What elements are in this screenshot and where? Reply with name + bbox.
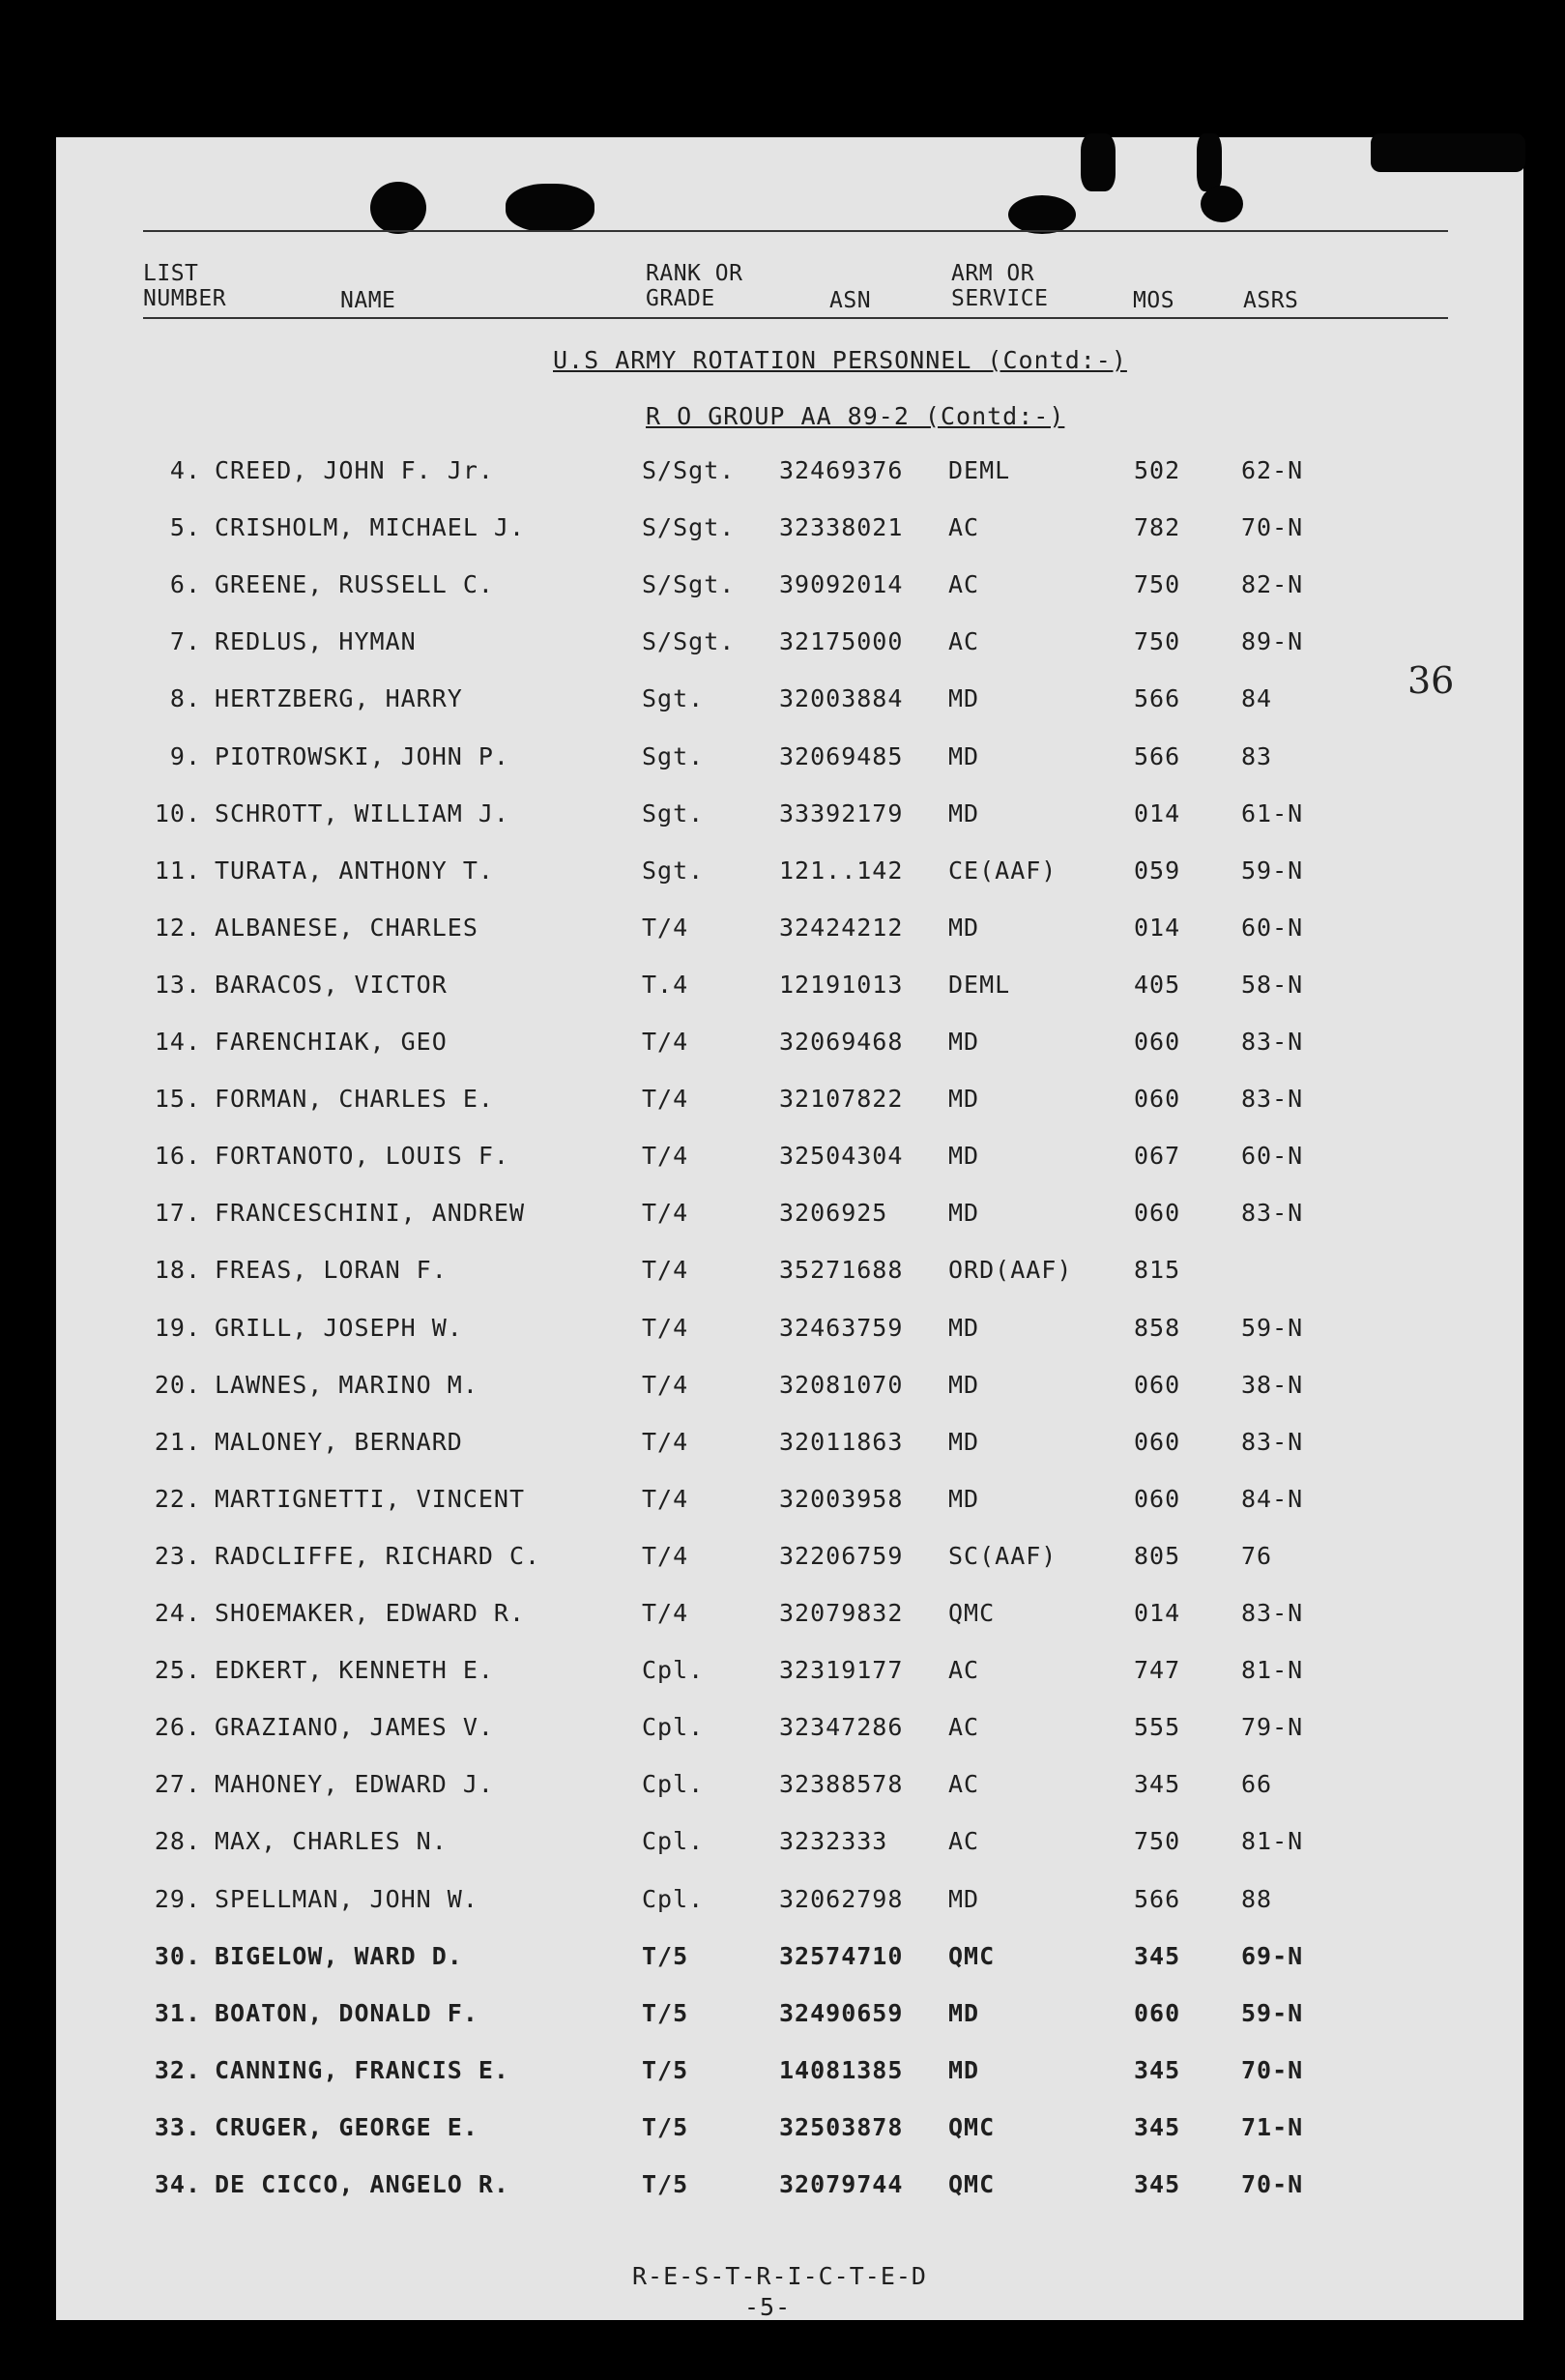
cell-list-number: 30. xyxy=(154,1941,201,1970)
cell-mos: 014 xyxy=(1134,1599,1181,1627)
cell-rank-grade: T/4 xyxy=(642,1370,689,1399)
cell-person-name: FORTANOTO, LOUIS F. xyxy=(215,1142,509,1171)
table-row xyxy=(56,1428,1523,1466)
cell-asn: 32175000 xyxy=(779,627,904,656)
table-row xyxy=(56,1942,1523,1981)
cell-rank-grade: T/4 xyxy=(642,1199,689,1228)
header-arm: ARM OR SERVICE xyxy=(951,261,1049,311)
cell-asrs: 66 xyxy=(1241,1770,1273,1799)
cell-mos: 067 xyxy=(1134,1142,1181,1171)
cell-asrs: 70-N xyxy=(1241,513,1304,542)
cell-list-number: 33. xyxy=(154,2112,201,2141)
cell-mos: 059 xyxy=(1134,856,1181,885)
cell-asn: 32079832 xyxy=(779,1599,904,1627)
cell-arm-service: MD xyxy=(948,798,980,827)
cell-asn: 32347286 xyxy=(779,1713,904,1742)
cell-asn: 33392179 xyxy=(779,798,904,827)
cell-mos: 858 xyxy=(1134,1313,1181,1342)
scan-artifact-blot xyxy=(1371,133,1525,172)
cell-asn: 32490659 xyxy=(779,1998,904,2027)
cell-rank-grade: T/5 xyxy=(642,2170,689,2198)
cell-mos: 566 xyxy=(1134,741,1181,770)
table-row xyxy=(56,513,1523,552)
cell-mos: 805 xyxy=(1134,1541,1181,1570)
cell-list-number: 34. xyxy=(154,2170,201,2198)
cell-arm-service: MD xyxy=(948,1028,980,1056)
cell-person-name: SHOEMAKER, EDWARD R. xyxy=(215,1599,526,1627)
cell-arm-service: MD xyxy=(948,741,980,770)
cell-list-number: 4. xyxy=(169,456,201,484)
top-rule xyxy=(143,230,1448,232)
cell-person-name: REDLUS, HYMAN xyxy=(215,627,417,656)
cell-person-name: CRUGER, GEORGE E. xyxy=(215,2112,478,2141)
cell-mos: 750 xyxy=(1134,627,1181,656)
cell-list-number: 22. xyxy=(154,1484,201,1513)
cell-list-number: 19. xyxy=(154,1313,201,1342)
cell-arm-service: AC xyxy=(948,1827,980,1856)
cell-rank-grade: Sgt. xyxy=(642,684,705,713)
cell-arm-service: MD xyxy=(948,1199,980,1228)
cell-person-name: MAHONEY, EDWARD J. xyxy=(215,1770,494,1799)
cell-asn: 12191013 xyxy=(779,970,904,999)
cell-person-name: FARENCHIAK, GEO xyxy=(215,1028,448,1056)
table-row xyxy=(56,1599,1523,1638)
cell-list-number: 18. xyxy=(154,1256,201,1285)
cell-arm-service: MD xyxy=(948,913,980,942)
page-number: -5- xyxy=(744,2293,792,2321)
cell-list-number: 11. xyxy=(154,856,201,885)
scan-artifact-blot xyxy=(1008,195,1076,234)
cell-person-name: FRANCESCHINI, ANDREW xyxy=(215,1199,526,1228)
cell-list-number: 12. xyxy=(154,913,201,942)
cell-person-name: BARACOS, VICTOR xyxy=(215,970,448,999)
cell-rank-grade: S/Sgt. xyxy=(642,570,736,599)
table-row xyxy=(56,456,1523,495)
cell-rank-grade: S/Sgt. xyxy=(642,456,736,484)
document-page xyxy=(56,137,1523,2320)
cell-person-name: FREAS, LORAN F. xyxy=(215,1256,448,1285)
cell-asrs: 83-N xyxy=(1241,1599,1304,1627)
table-row xyxy=(56,1656,1523,1695)
cell-rank-grade: T/4 xyxy=(642,1313,689,1342)
cell-mos: 345 xyxy=(1134,1941,1181,1970)
cell-mos: 750 xyxy=(1134,1827,1181,1856)
cell-arm-service: MD xyxy=(948,1484,980,1513)
table-row xyxy=(56,2170,1523,2209)
table-row xyxy=(56,1770,1523,1809)
cell-rank-grade: Cpl. xyxy=(642,1713,705,1742)
cell-rank-grade: Cpl. xyxy=(642,1656,705,1685)
cell-asrs: 76 xyxy=(1241,1541,1273,1570)
cell-person-name: MAX, CHARLES N. xyxy=(215,1827,448,1856)
scan-artifact-blot xyxy=(1201,186,1243,222)
header-name: NAME xyxy=(340,288,396,313)
cell-mos: 060 xyxy=(1134,1427,1181,1456)
punch-hole-blot xyxy=(370,182,426,234)
cell-list-number: 24. xyxy=(154,1599,201,1627)
cell-arm-service: QMC xyxy=(948,1941,996,1970)
group-title: R O GROUP AA 89-2 (Contd:-) xyxy=(646,402,1065,430)
table-row xyxy=(56,1999,1523,2038)
cell-asn: 32062798 xyxy=(779,1884,904,1913)
cell-mos: 750 xyxy=(1134,570,1181,599)
table-row xyxy=(56,914,1523,952)
cell-asn: 3232333 xyxy=(779,1827,888,1856)
cell-list-number: 32. xyxy=(154,2055,201,2084)
table-row xyxy=(56,1142,1523,1180)
cell-person-name: FORMAN, CHARLES E. xyxy=(215,1085,494,1114)
cell-arm-service: MD xyxy=(948,1998,980,2027)
cell-asn: 32504304 xyxy=(779,1142,904,1171)
table-row xyxy=(56,1371,1523,1409)
cell-rank-grade: T/4 xyxy=(642,1085,689,1114)
cell-arm-service: QMC xyxy=(948,2170,996,2198)
cell-rank-grade: T/4 xyxy=(642,1028,689,1056)
cell-list-number: 20. xyxy=(154,1370,201,1399)
cell-asrs: 61-N xyxy=(1241,798,1304,827)
cell-asrs: 60-N xyxy=(1241,1142,1304,1171)
table-row xyxy=(56,627,1523,666)
cell-person-name: BOATON, DONALD F. xyxy=(215,1998,478,2027)
cell-asrs: 84-N xyxy=(1241,1484,1304,1513)
table-row xyxy=(56,570,1523,609)
cell-list-number: 31. xyxy=(154,1998,201,2027)
cell-rank-grade: S/Sgt. xyxy=(642,627,736,656)
cell-asn: 32079744 xyxy=(779,2170,904,2198)
cell-asn: 32003958 xyxy=(779,1484,904,1513)
cell-asn: 32069485 xyxy=(779,741,904,770)
cell-person-name: GRAZIANO, JAMES V. xyxy=(215,1713,494,1742)
scan-artifact-blot xyxy=(1081,133,1116,191)
cell-mos: 060 xyxy=(1134,1028,1181,1056)
cell-rank-grade: T/5 xyxy=(642,1941,689,1970)
cell-person-name: RADCLIFFE, RICHARD C. xyxy=(215,1541,541,1570)
table-row xyxy=(56,742,1523,781)
cell-asrs: 70-N xyxy=(1241,2170,1304,2198)
cell-rank-grade: T/4 xyxy=(642,1484,689,1513)
cell-arm-service: AC xyxy=(948,1770,980,1799)
cell-rank-grade: Cpl. xyxy=(642,1770,705,1799)
cell-asn: 32011863 xyxy=(779,1427,904,1456)
cell-mos: 815 xyxy=(1134,1256,1181,1285)
cell-asn: 32574710 xyxy=(779,1941,904,1970)
cell-asn: 32388578 xyxy=(779,1770,904,1799)
cell-list-number: 5. xyxy=(169,513,201,542)
cell-rank-grade: T/5 xyxy=(642,1998,689,2027)
cell-list-number: 10. xyxy=(154,798,201,827)
cell-rank-grade: S/Sgt. xyxy=(642,513,736,542)
cell-asn: 32206759 xyxy=(779,1541,904,1570)
cell-person-name: EDKERT, KENNETH E. xyxy=(215,1656,494,1685)
cell-mos: 566 xyxy=(1134,1884,1181,1913)
cell-person-name: GRILL, JOSEPH W. xyxy=(215,1313,463,1342)
cell-arm-service: MD xyxy=(948,1142,980,1171)
table-row xyxy=(56,1713,1523,1752)
cell-arm-service: AC xyxy=(948,513,980,542)
cell-arm-service: QMC xyxy=(948,2112,996,2141)
cell-asrs: 84 xyxy=(1241,684,1273,713)
cell-list-number: 9. xyxy=(169,741,201,770)
cell-list-number: 29. xyxy=(154,1884,201,1913)
punch-hole-blot xyxy=(506,184,594,232)
cell-asrs: 81-N xyxy=(1241,1656,1304,1685)
section-title: U.S ARMY ROTATION PERSONNEL (Contd:-) xyxy=(553,346,1127,374)
cell-rank-grade: T.4 xyxy=(642,970,689,999)
cell-list-number: 23. xyxy=(154,1541,201,1570)
cell-mos: 060 xyxy=(1134,1484,1181,1513)
cell-list-number: 8. xyxy=(169,684,201,713)
cell-asn: 35271688 xyxy=(779,1256,904,1285)
cell-list-number: 21. xyxy=(154,1427,201,1456)
cell-mos: 014 xyxy=(1134,913,1181,942)
cell-person-name: ALBANESE, CHARLES xyxy=(215,913,478,942)
table-row xyxy=(56,2056,1523,2095)
cell-list-number: 26. xyxy=(154,1713,201,1742)
cell-person-name: SPELLMAN, JOHN W. xyxy=(215,1884,478,1913)
cell-list-number: 16. xyxy=(154,1142,201,1171)
cell-mos: 060 xyxy=(1134,1998,1181,2027)
scan-artifact-blot xyxy=(1197,133,1222,191)
cell-arm-service: MD xyxy=(948,1313,980,1342)
cell-asrs: 59-N xyxy=(1241,1313,1304,1342)
cell-arm-service: AC xyxy=(948,627,980,656)
cell-asrs: 79-N xyxy=(1241,1713,1304,1742)
cell-mos: 060 xyxy=(1134,1085,1181,1114)
cell-list-number: 15. xyxy=(154,1085,201,1114)
table-row xyxy=(56,1028,1523,1066)
header-mos: MOS xyxy=(1133,288,1175,313)
cell-list-number: 7. xyxy=(169,627,201,656)
cell-mos: 060 xyxy=(1134,1199,1181,1228)
table-row xyxy=(56,799,1523,838)
cell-asn: 32107822 xyxy=(779,1085,904,1114)
cell-mos: 405 xyxy=(1134,970,1181,999)
cell-person-name: MALONEY, BERNARD xyxy=(215,1427,463,1456)
cell-rank-grade: T/5 xyxy=(642,2112,689,2141)
cell-asrs: 59-N xyxy=(1241,856,1304,885)
cell-asrs: 83 xyxy=(1241,741,1273,770)
cell-asn: 32469376 xyxy=(779,456,904,484)
header-asrs: ASRS xyxy=(1243,288,1299,313)
cell-asrs: 83-N xyxy=(1241,1199,1304,1228)
cell-mos: 345 xyxy=(1134,1770,1181,1799)
table-row xyxy=(56,1199,1523,1237)
cell-asn: 32503878 xyxy=(779,2112,904,2141)
cell-asrs: 88 xyxy=(1241,1884,1273,1913)
cell-asn: 32003884 xyxy=(779,684,904,713)
cell-arm-service: MD xyxy=(948,1427,980,1456)
cell-list-number: 14. xyxy=(154,1028,201,1056)
cell-asn: 32338021 xyxy=(779,513,904,542)
cell-mos: 345 xyxy=(1134,2170,1181,2198)
header-rule xyxy=(143,317,1448,319)
table-row xyxy=(56,1542,1523,1581)
table-row xyxy=(56,856,1523,895)
cell-arm-service: MD xyxy=(948,1370,980,1399)
cell-asn: 32081070 xyxy=(779,1370,904,1399)
cell-asrs: 38-N xyxy=(1241,1370,1304,1399)
cell-rank-grade: T/4 xyxy=(642,1599,689,1627)
cell-asrs: 71-N xyxy=(1241,2112,1304,2141)
table-row xyxy=(56,1256,1523,1294)
cell-person-name: SCHROTT, WILLIAM J. xyxy=(215,798,509,827)
cell-mos: 345 xyxy=(1134,2055,1181,2084)
cell-person-name: CANNING, FRANCIS E. xyxy=(215,2055,509,2084)
cell-asrs: 60-N xyxy=(1241,913,1304,942)
cell-arm-service: ORD(AAF) xyxy=(948,1256,1073,1285)
cell-asn: 3206925 xyxy=(779,1199,888,1228)
cell-arm-service: MD xyxy=(948,1085,980,1114)
cell-person-name: LAWNES, MARINO M. xyxy=(215,1370,478,1399)
cell-asrs: 59-N xyxy=(1241,1998,1304,2027)
cell-rank-grade: Sgt. xyxy=(642,741,705,770)
cell-asrs: 58-N xyxy=(1241,970,1304,999)
table-row xyxy=(56,1485,1523,1524)
cell-asn: 32463759 xyxy=(779,1313,904,1342)
cell-asrs: 81-N xyxy=(1241,1827,1304,1856)
cell-rank-grade: T/4 xyxy=(642,1427,689,1456)
cell-rank-grade: Sgt. xyxy=(642,798,705,827)
cell-arm-service: DEML xyxy=(948,456,1011,484)
cell-mos: 747 xyxy=(1134,1656,1181,1685)
cell-arm-service: AC xyxy=(948,570,980,599)
cell-asrs: 83-N xyxy=(1241,1427,1304,1456)
cell-asrs: 69-N xyxy=(1241,1941,1304,1970)
cell-arm-service: AC xyxy=(948,1656,980,1685)
cell-mos: 502 xyxy=(1134,456,1181,484)
cell-person-name: MARTIGNETTI, VINCENT xyxy=(215,1484,526,1513)
header-list-number: LIST NUMBER xyxy=(143,261,227,311)
cell-arm-service: CE(AAF) xyxy=(948,856,1058,885)
cell-mos: 345 xyxy=(1134,2112,1181,2141)
cell-asn: 39092014 xyxy=(779,570,904,599)
cell-rank-grade: Sgt. xyxy=(642,856,705,885)
cell-rank-grade: Cpl. xyxy=(642,1884,705,1913)
cell-list-number: 27. xyxy=(154,1770,201,1799)
cell-rank-grade: T/4 xyxy=(642,1256,689,1285)
table-row xyxy=(56,1314,1523,1352)
cell-asn: 14081385 xyxy=(779,2055,904,2084)
table-row xyxy=(56,684,1523,723)
table-row xyxy=(56,1885,1523,1924)
cell-asn: 121..142 xyxy=(779,856,904,885)
header-rank: RANK OR GRADE xyxy=(646,261,743,311)
cell-list-number: 25. xyxy=(154,1656,201,1685)
cell-asrs: 89-N xyxy=(1241,627,1304,656)
header-asn: ASN xyxy=(829,288,872,313)
cell-asn: 32319177 xyxy=(779,1656,904,1685)
cell-arm-service: MD xyxy=(948,1884,980,1913)
margin-page-number: 36 xyxy=(1407,659,1455,702)
cell-asrs: 62-N xyxy=(1241,456,1304,484)
cell-list-number: 17. xyxy=(154,1199,201,1228)
cell-list-number: 28. xyxy=(154,1827,201,1856)
cell-mos: 555 xyxy=(1134,1713,1181,1742)
table-row xyxy=(56,971,1523,1009)
cell-list-number: 13. xyxy=(154,970,201,999)
cell-rank-grade: T/4 xyxy=(642,913,689,942)
cell-arm-service: SC(AAF) xyxy=(948,1541,1058,1570)
cell-asrs: 83-N xyxy=(1241,1028,1304,1056)
cell-rank-grade: T/5 xyxy=(642,2055,689,2084)
cell-mos: 782 xyxy=(1134,513,1181,542)
cell-arm-service: QMC xyxy=(948,1599,996,1627)
cell-asn: 32069468 xyxy=(779,1028,904,1056)
cell-asn: 32424212 xyxy=(779,913,904,942)
cell-mos: 014 xyxy=(1134,798,1181,827)
cell-person-name: TURATA, ANTHONY T. xyxy=(215,856,494,885)
cell-person-name: GREENE, RUSSELL C. xyxy=(215,570,494,599)
cell-arm-service: AC xyxy=(948,1713,980,1742)
classification-footer: R-E-S-T-R-I-C-T-E-D xyxy=(632,2262,927,2290)
cell-asrs: 82-N xyxy=(1241,570,1304,599)
cell-person-name: PIOTROWSKI, JOHN P. xyxy=(215,741,509,770)
cell-rank-grade: T/4 xyxy=(642,1142,689,1171)
cell-asrs: 70-N xyxy=(1241,2055,1304,2084)
cell-mos: 566 xyxy=(1134,684,1181,713)
cell-arm-service: MD xyxy=(948,2055,980,2084)
table-row xyxy=(56,1085,1523,1123)
cell-rank-grade: T/4 xyxy=(642,1541,689,1570)
cell-person-name: HERTZBERG, HARRY xyxy=(215,684,463,713)
cell-person-name: DE CICCO, ANGELO R. xyxy=(215,2170,509,2198)
cell-arm-service: MD xyxy=(948,684,980,713)
cell-list-number: 6. xyxy=(169,570,201,599)
cell-arm-service: DEML xyxy=(948,970,1011,999)
cell-person-name: BIGELOW, WARD D. xyxy=(215,1941,463,1970)
cell-rank-grade: Cpl. xyxy=(642,1827,705,1856)
cell-asrs: 83-N xyxy=(1241,1085,1304,1114)
cell-person-name: CREED, JOHN F. Jr. xyxy=(215,456,494,484)
cell-person-name: CRISHOLM, MICHAEL J. xyxy=(215,513,526,542)
cell-mos: 060 xyxy=(1134,1370,1181,1399)
table-row xyxy=(56,1827,1523,1866)
table-row xyxy=(56,2113,1523,2152)
